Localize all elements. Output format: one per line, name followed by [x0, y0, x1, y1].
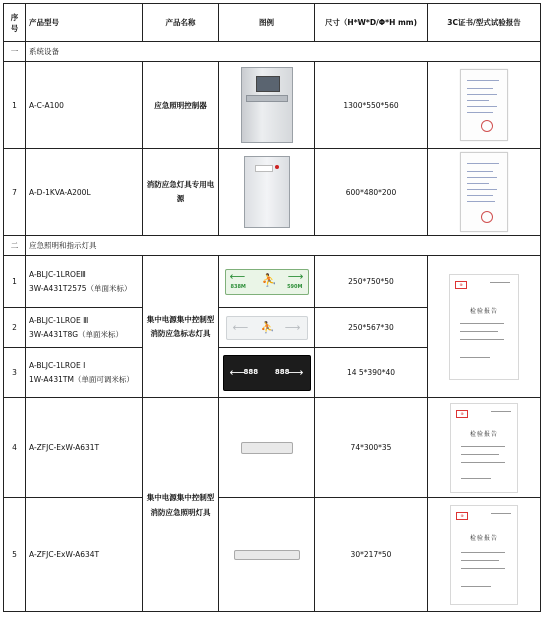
exit-sign-white-image	[226, 316, 308, 340]
row-image	[219, 62, 315, 149]
arrow-right-icon: ⟶	[287, 269, 304, 283]
product-spec-table	[3, 3, 541, 612]
group-name-sign: 集中电源集中控制型消防应急标志灯具	[143, 256, 219, 398]
row-size: 1300*550*560	[315, 62, 428, 149]
sign-digits-right: 888	[274, 367, 290, 376]
row-image	[219, 149, 315, 236]
section-label: 应急照明和指示灯具	[26, 236, 541, 256]
row-size: 250*567*30	[315, 308, 428, 348]
row-image	[219, 308, 315, 348]
sign-meter-left: 838M	[230, 283, 246, 290]
row-seq: 1	[4, 256, 26, 308]
row-report	[428, 149, 541, 236]
report-title: 检验报告	[469, 307, 498, 315]
row-seq: 7	[4, 149, 26, 236]
test-report-image	[450, 505, 518, 605]
table-row	[4, 62, 541, 149]
row-seq: 4	[4, 398, 26, 498]
row-report	[428, 256, 541, 398]
row-model: A-BLJC-1LROE Ⅰ 1W-A431TM（单面可调米标）	[26, 348, 143, 398]
group-name-lamp: 集中电源集中控制型消防应急照明灯具	[143, 398, 219, 612]
row-seq: 2	[4, 308, 26, 348]
row-name: 应急照明控制器	[143, 62, 219, 149]
power-supply-cabinet-image	[244, 156, 290, 228]
report-logo-icon: ⊕	[456, 512, 468, 520]
linear-lamp-image	[234, 550, 300, 560]
row-size: 250*750*50	[315, 256, 428, 308]
section-number: 二	[4, 236, 26, 256]
section-number: 一	[4, 42, 26, 62]
header-image: 图例	[219, 4, 315, 42]
test-report-image	[449, 274, 519, 380]
row-image	[219, 348, 315, 398]
row-name: 消防应急灯具专用电源	[143, 149, 219, 236]
row-model: A-BLJC-1LROE Ⅲ 3W-A431T8G（单面米标）	[26, 308, 143, 348]
report-logo-icon: ⊕	[456, 410, 468, 418]
running-man-icon: ⛹	[260, 320, 275, 334]
controller-cabinet-image	[241, 67, 293, 143]
report-logo-icon: ⊕	[455, 281, 467, 289]
header-report: 3C证书/型式试验报告	[428, 4, 541, 42]
row-size: 600*480*200	[315, 149, 428, 236]
row-seq: 3	[4, 348, 26, 398]
table-row	[4, 256, 541, 308]
lamp-fixture-image	[241, 442, 293, 454]
arrow-right-icon: ⟶	[287, 365, 304, 379]
row-size: 74*300*35	[315, 398, 428, 498]
row-model: A-ZFJC-ExW-A634T	[26, 498, 143, 612]
section-row-system	[4, 42, 541, 62]
arrow-left-icon: ⟵	[229, 365, 246, 379]
header-model: 产品型号	[26, 4, 143, 42]
row-seq: 5	[4, 498, 26, 612]
sign-digits-left: 888	[243, 367, 259, 376]
row-image	[219, 256, 315, 308]
row-report	[428, 62, 541, 149]
row-image	[219, 398, 315, 498]
test-report-image	[450, 403, 518, 493]
report-title: 检验报告	[469, 534, 498, 542]
exit-sign-green-image	[225, 269, 309, 295]
row-seq: 1	[4, 62, 26, 149]
sign-meter-right: 590M	[287, 283, 303, 290]
arrow-right-icon: ⟶	[284, 320, 301, 334]
header-seq: 序 号	[4, 4, 26, 42]
row-image	[219, 498, 315, 612]
row-model: A-ZFJC-ExW-A631T	[26, 398, 143, 498]
row-model: A-BLJC-1LROEⅢ 3W-A431T2575（单面米标）	[26, 256, 143, 308]
3c-certificate-image	[460, 69, 508, 141]
report-title: 检验报告	[469, 430, 498, 438]
row-model: A-C-A100	[26, 62, 143, 149]
3c-certificate-image	[460, 152, 508, 232]
row-model: A-D-1KVA-A200L	[26, 149, 143, 236]
row-size: 30*217*50	[315, 498, 428, 612]
row-report	[428, 398, 541, 498]
table-row	[4, 149, 541, 236]
row-size: 14 5*390*40	[315, 348, 428, 398]
section-label: 系统设备	[26, 42, 541, 62]
arrow-left-icon: ⟵	[229, 269, 246, 283]
arrow-left-icon: ⟵	[232, 320, 249, 334]
exit-sign-black-image	[223, 355, 311, 391]
section-row-lighting	[4, 236, 541, 256]
running-man-icon: ⛹	[261, 272, 277, 287]
table-row	[4, 398, 541, 498]
table-row	[4, 498, 541, 612]
header-row	[4, 4, 541, 42]
row-report	[428, 498, 541, 612]
header-size: 尺寸（H*W*D/Φ*H mm)	[315, 4, 428, 42]
header-name: 产品名称	[143, 4, 219, 42]
